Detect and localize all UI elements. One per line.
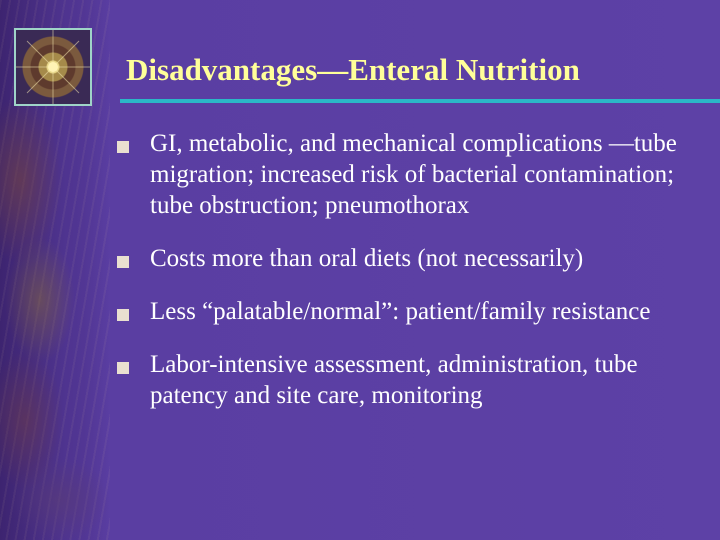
bullet-text: Labor-intensive assessment, administration, tube patency and site care, monitoring [150, 351, 638, 409]
list-item [117, 349, 707, 411]
square-bullet-icon [117, 362, 129, 374]
bullet-text: Costs more than oral diets (not necessarily) [150, 245, 584, 272]
title-underline [120, 99, 720, 103]
square-bullet-icon [117, 309, 129, 321]
square-bullet-icon [117, 256, 129, 268]
bullet-text: Less “palatable/normal”: patient/family resistance [150, 298, 651, 325]
emblem-rays-icon [16, 30, 90, 104]
square-bullet-icon [117, 141, 129, 153]
emblem-icon [14, 28, 92, 106]
list-item [117, 128, 707, 221]
slide-title: Disadvantages—Enteral Nutrition [126, 52, 580, 87]
list-item [117, 296, 707, 327]
list-item [117, 243, 707, 274]
bullet-list [117, 128, 707, 433]
bullet-text: GI, metabolic, and mechanical complications —tube migration; increased risk of bacterial contamination; tube obstruction; pneumothorax [150, 130, 677, 219]
